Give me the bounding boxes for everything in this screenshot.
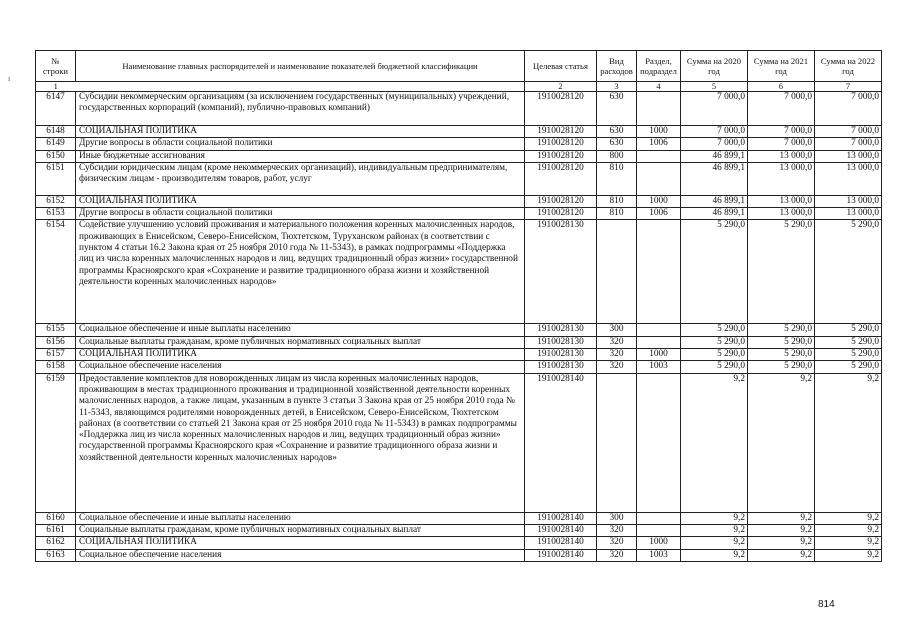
margin-mark: ı bbox=[8, 74, 11, 83]
sum-2020-cell: 46 899,1 bbox=[681, 195, 748, 207]
sum-2021-cell: 7 000,0 bbox=[748, 126, 815, 138]
section-code-cell bbox=[637, 150, 681, 162]
sum-2021-cell: 9,2 bbox=[748, 512, 815, 524]
sum-2021-cell: 5 290,0 bbox=[748, 220, 815, 324]
target-article-cell: 1910028120 bbox=[525, 162, 597, 195]
expense-type-cell: 320 bbox=[597, 549, 637, 561]
table-row bbox=[36, 537, 882, 549]
sum-2020-cell: 46 899,1 bbox=[681, 208, 748, 220]
budget-table bbox=[35, 50, 882, 562]
indicator-name-cell: Социальные выплаты гражданам, кроме публичных нормативных социальных выплат bbox=[76, 336, 525, 348]
target-article-cell: 1910028130 bbox=[525, 220, 597, 324]
column-index-4: 4 bbox=[637, 82, 681, 92]
target-article-cell: 1910028130 bbox=[525, 324, 597, 336]
expense-type-cell: 300 bbox=[597, 512, 637, 524]
sum-2020-cell: 7 000,0 bbox=[681, 126, 748, 138]
indicator-name-cell: Содействие улучшению условий проживания и материального положения коренных малочисленных народов, проживающих в Енисейском, Северо-Енисейском, Тюхтетском, Туруханском районах (в соответствии с пунктом 4 статьи 16.2 Закона края от 25 ноября 2010 года № 11-5343), в рамках подпрограммы «Поддержка лиц из числа коренных малочисленных народов и лиц, ведущих традиционный образ жизни» государственной программы Красноярского края «Сохранение и развитие традиционного образа жизни и хозяйственной деятельности коренных малочисленных народов» bbox=[76, 220, 525, 324]
row-number-cell: 6155 bbox=[36, 324, 76, 336]
section-code-cell bbox=[637, 92, 681, 126]
row-number-cell: 6150 bbox=[36, 150, 76, 162]
section-code-cell: 1006 bbox=[637, 138, 681, 150]
table-row bbox=[36, 195, 882, 207]
expense-type-cell: 320 bbox=[597, 349, 637, 361]
column-index-row bbox=[36, 82, 882, 92]
sum-2022-cell: 7 000,0 bbox=[815, 92, 882, 126]
sum-2022-cell: 9,2 bbox=[815, 512, 882, 524]
indicator-name-cell: Другие вопросы в области социальной политики bbox=[76, 208, 525, 220]
sum-2022-cell: 7 000,0 bbox=[815, 138, 882, 150]
sum-2020-cell: 7 000,0 bbox=[681, 92, 748, 126]
sum-2020-cell: 9,2 bbox=[681, 537, 748, 549]
target-article-cell: 1910028130 bbox=[525, 361, 597, 373]
sum-2021-cell: 5 290,0 bbox=[748, 324, 815, 336]
table-row bbox=[36, 524, 882, 536]
expense-type-cell: 800 bbox=[597, 150, 637, 162]
row-number-cell: 6158 bbox=[36, 361, 76, 373]
sum-2022-cell: 5 290,0 bbox=[815, 336, 882, 348]
table-row bbox=[36, 336, 882, 348]
target-article-cell: 1910028120 bbox=[525, 195, 597, 207]
sum-2021-cell: 9,2 bbox=[748, 524, 815, 536]
header-sum-2022: Сумма на 2022 год bbox=[815, 51, 882, 82]
table-row bbox=[36, 162, 882, 195]
sum-2020-cell: 7 000,0 bbox=[681, 138, 748, 150]
row-number-cell: 6148 bbox=[36, 126, 76, 138]
section-code-cell: 1006 bbox=[637, 208, 681, 220]
section-code-cell: 1000 bbox=[637, 537, 681, 549]
indicator-name-cell: Субсидии некоммерческим организациям (за исключением государственных (муниципальных) учреждений, государственных корпораций (компаний), публично-правовых компаний) bbox=[76, 92, 525, 126]
indicator-name-cell: СОЦИАЛЬНАЯ ПОЛИТИКА bbox=[76, 195, 525, 207]
target-article-cell: 1910028140 bbox=[525, 549, 597, 561]
sum-2021-cell: 9,2 bbox=[748, 537, 815, 549]
indicator-name-cell: Иные бюджетные ассигнования bbox=[76, 150, 525, 162]
expense-type-cell bbox=[597, 220, 637, 324]
sum-2021-cell: 5 290,0 bbox=[748, 336, 815, 348]
expense-type-cell: 630 bbox=[597, 126, 637, 138]
sum-2022-cell: 9,2 bbox=[815, 524, 882, 536]
sum-2021-cell: 7 000,0 bbox=[748, 92, 815, 126]
section-code-cell: 1003 bbox=[637, 549, 681, 561]
header-expense-type: Вид расходов bbox=[597, 51, 637, 82]
target-article-cell: 1910028120 bbox=[525, 138, 597, 150]
indicator-name-cell: СОЦИАЛЬНАЯ ПОЛИТИКА bbox=[76, 537, 525, 549]
table-row bbox=[36, 361, 882, 373]
row-number-cell: 6152 bbox=[36, 195, 76, 207]
row-number-cell: 6151 bbox=[36, 162, 76, 195]
target-article-cell: 1910028140 bbox=[525, 524, 597, 536]
sum-2020-cell: 9,2 bbox=[681, 524, 748, 536]
page-number: 814 bbox=[818, 599, 835, 610]
column-index-2: 2 bbox=[525, 82, 597, 92]
indicator-name-cell: Субсидии юридическим лицам (кроме некоммерческих организаций), индивидуальным предпринимателям, физическим лицам - производителям товаров, работ, услуг bbox=[76, 162, 525, 195]
expense-type-cell bbox=[597, 373, 637, 512]
expense-type-cell: 810 bbox=[597, 195, 637, 207]
row-number-cell: 6162 bbox=[36, 537, 76, 549]
target-article-cell: 1910028120 bbox=[525, 150, 597, 162]
sum-2020-cell: 46 899,1 bbox=[681, 150, 748, 162]
table-row bbox=[36, 324, 882, 336]
target-article-cell: 1910028130 bbox=[525, 349, 597, 361]
row-number-cell: 6153 bbox=[36, 208, 76, 220]
target-article-cell: 1910028120 bbox=[525, 126, 597, 138]
sum-2022-cell: 9,2 bbox=[815, 373, 882, 512]
sum-2022-cell: 9,2 bbox=[815, 549, 882, 561]
sum-2022-cell: 5 290,0 bbox=[815, 324, 882, 336]
header-section: Раздел, подраздел bbox=[637, 51, 681, 82]
sum-2020-cell: 9,2 bbox=[681, 549, 748, 561]
sum-2022-cell: 13 000,0 bbox=[815, 150, 882, 162]
sum-2021-cell: 9,2 bbox=[748, 549, 815, 561]
section-code-cell bbox=[637, 220, 681, 324]
column-index-7: 7 bbox=[815, 82, 882, 92]
sum-2020-cell: 46 899,1 bbox=[681, 162, 748, 195]
row-number-cell: 6154 bbox=[36, 220, 76, 324]
expense-type-cell: 300 bbox=[597, 324, 637, 336]
row-number-cell: 6163 bbox=[36, 549, 76, 561]
indicator-name-cell: Социальное обеспечение населения bbox=[76, 361, 525, 373]
sum-2020-cell: 5 290,0 bbox=[681, 324, 748, 336]
sum-2021-cell: 9,2 bbox=[748, 373, 815, 512]
sum-2022-cell: 7 000,0 bbox=[815, 126, 882, 138]
expense-type-cell: 320 bbox=[597, 336, 637, 348]
table-row bbox=[36, 138, 882, 150]
table-header-row bbox=[36, 51, 882, 82]
table-row bbox=[36, 549, 882, 561]
header-name: Наименование главных распорядителей и наименование показателей бюджетной классификации bbox=[76, 51, 525, 82]
target-article-cell: 1910028140 bbox=[525, 537, 597, 549]
expense-type-cell: 320 bbox=[597, 537, 637, 549]
sum-2022-cell: 5 290,0 bbox=[815, 349, 882, 361]
row-number-cell: 6159 bbox=[36, 373, 76, 512]
column-index-3: 3 bbox=[597, 82, 637, 92]
indicator-name-cell: Социальное обеспечение и иные выплаты населению bbox=[76, 324, 525, 336]
column-index-5: 5 bbox=[681, 82, 748, 92]
expense-type-cell: 810 bbox=[597, 162, 637, 195]
indicator-name-cell: Социальные выплаты гражданам, кроме публичных нормативных социальных выплат bbox=[76, 524, 525, 536]
sum-2020-cell: 5 290,0 bbox=[681, 361, 748, 373]
target-article-cell: 1910028140 bbox=[525, 512, 597, 524]
row-number-cell: 6147 bbox=[36, 92, 76, 126]
section-code-cell bbox=[637, 162, 681, 195]
table-row bbox=[36, 92, 882, 126]
row-number-cell: 6156 bbox=[36, 336, 76, 348]
target-article-cell: 1910028120 bbox=[525, 208, 597, 220]
expense-type-cell: 630 bbox=[597, 92, 637, 126]
column-index-6: 6 bbox=[748, 82, 815, 92]
indicator-name-cell: СОЦИАЛЬНАЯ ПОЛИТИКА bbox=[76, 126, 525, 138]
target-article-cell: 1910028120 bbox=[525, 92, 597, 126]
indicator-name-cell: Социальное обеспечение населения bbox=[76, 549, 525, 561]
sum-2022-cell: 13 000,0 bbox=[815, 162, 882, 195]
indicator-name-cell: Предоставление комплектов для новорожденных лицам из числа коренных малочисленных народов, проживающим в местах традиционного проживания и традиционной хозяйственной деятельности коренных малочисленных народов, а также лицам, указанным в пункте 3 статьи 3 Закона края от 25 ноября 2010 года № 11-5343, являющимся родителями новорожденных детей, в Енисейском, Северо-Енисейском, Тюхтетском районах (в соответствии со статьей 21 Закона края от 25 ноября 2010 года № 11-5343) в рамках подпрограммы «Поддержка лиц из числа коренных малочисленных народов и лиц, ведущих традиционный образ жизни» государственной программы Красноярского края «Сохранение и развитие традиционного образа жизни и хозяйственной деятельности коренных малочисленных народов» bbox=[76, 373, 525, 512]
sum-2020-cell: 5 290,0 bbox=[681, 349, 748, 361]
table-row bbox=[36, 220, 882, 324]
row-number-cell: 6149 bbox=[36, 138, 76, 150]
target-article-cell: 1910028140 bbox=[525, 373, 597, 512]
section-code-cell bbox=[637, 373, 681, 512]
table-row bbox=[36, 349, 882, 361]
sum-2020-cell: 9,2 bbox=[681, 512, 748, 524]
table-row bbox=[36, 373, 882, 512]
sum-2020-cell: 9,2 bbox=[681, 373, 748, 512]
sum-2020-cell: 5 290,0 bbox=[681, 336, 748, 348]
indicator-name-cell: Социальное обеспечение и иные выплаты населению bbox=[76, 512, 525, 524]
section-code-cell bbox=[637, 324, 681, 336]
sum-2022-cell: 13 000,0 bbox=[815, 195, 882, 207]
header-sum-2021: Сумма на 2021 год bbox=[748, 51, 815, 82]
sum-2021-cell: 13 000,0 bbox=[748, 208, 815, 220]
section-code-cell: 1000 bbox=[637, 195, 681, 207]
row-number-cell: 6160 bbox=[36, 512, 76, 524]
sum-2022-cell: 9,2 bbox=[815, 537, 882, 549]
section-code-cell bbox=[637, 512, 681, 524]
section-code-cell bbox=[637, 524, 681, 536]
table-row bbox=[36, 126, 882, 138]
sum-2021-cell: 13 000,0 bbox=[748, 195, 815, 207]
expense-type-cell: 320 bbox=[597, 524, 637, 536]
section-code-cell: 1000 bbox=[637, 349, 681, 361]
target-article-cell: 1910028130 bbox=[525, 336, 597, 348]
row-number-cell: 6157 bbox=[36, 349, 76, 361]
section-code-cell bbox=[637, 336, 681, 348]
expense-type-cell: 320 bbox=[597, 361, 637, 373]
table-row bbox=[36, 150, 882, 162]
sum-2022-cell: 5 290,0 bbox=[815, 361, 882, 373]
sum-2021-cell: 5 290,0 bbox=[748, 361, 815, 373]
sum-2021-cell: 13 000,0 bbox=[748, 150, 815, 162]
sum-2020-cell: 5 290,0 bbox=[681, 220, 748, 324]
header-sum-2020: Сумма на 2020 год bbox=[681, 51, 748, 82]
expense-type-cell: 810 bbox=[597, 208, 637, 220]
section-code-cell: 1000 bbox=[637, 126, 681, 138]
sum-2022-cell: 5 290,0 bbox=[815, 220, 882, 324]
sum-2022-cell: 13 000,0 bbox=[815, 208, 882, 220]
expense-type-cell: 630 bbox=[597, 138, 637, 150]
header-row-number: № строки bbox=[36, 51, 76, 82]
column-index-1: 1 bbox=[36, 82, 76, 92]
indicator-name-cell: Другие вопросы в области социальной политики bbox=[76, 138, 525, 150]
table-row bbox=[36, 208, 882, 220]
table-row bbox=[36, 512, 882, 524]
header-target-article: Целевая статья bbox=[525, 51, 597, 82]
sum-2021-cell: 13 000,0 bbox=[748, 162, 815, 195]
sum-2021-cell: 5 290,0 bbox=[748, 349, 815, 361]
section-code-cell: 1003 bbox=[637, 361, 681, 373]
row-number-cell: 6161 bbox=[36, 524, 76, 536]
indicator-name-cell: СОЦИАЛЬНАЯ ПОЛИТИКА bbox=[76, 349, 525, 361]
sum-2021-cell: 7 000,0 bbox=[748, 138, 815, 150]
column-index-blank bbox=[76, 82, 525, 92]
